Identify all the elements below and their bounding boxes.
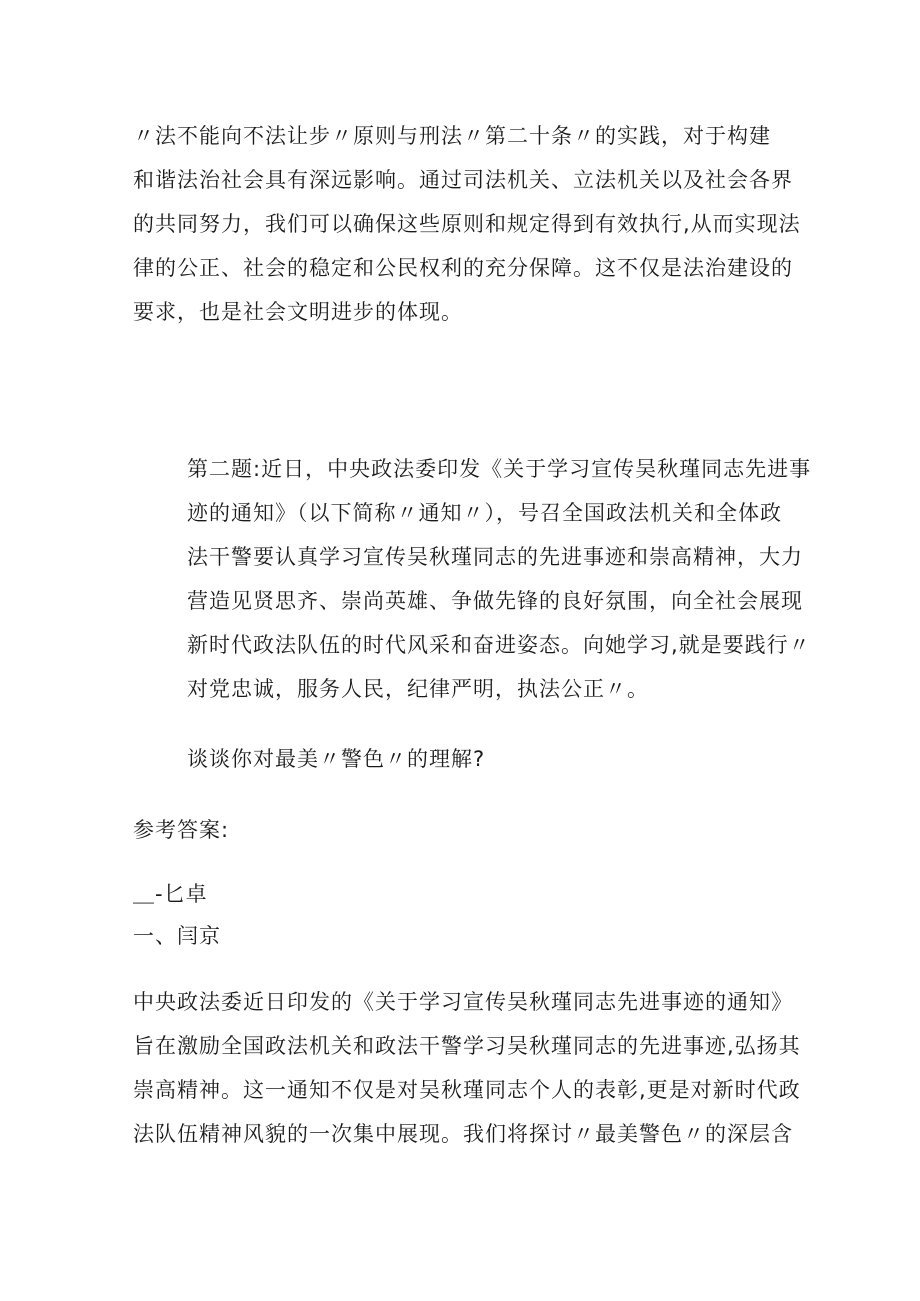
section-heading: [133, 873, 221, 957]
text-line: 法队伍精神风貌的一次集中展现。我们将探讨〃最美警色〃的深层含: [133, 1122, 793, 1146]
text-line: 的共同努力，我们可以确保这些原则和规定得到有效执行,从而实现法: [133, 212, 801, 236]
text-line: 律的公正、社会的稳定和公民权利的充分保障。这不仅是法治建设的: [133, 256, 793, 280]
text-line: 迹的通知》（以下简称〃通知〃），号召全国政法机关和全体政: [187, 501, 782, 525]
text-line: 旨在激励全国政法机关和政法干警学习吴秋瑾同志的先进事迹,弘扬其: [133, 1034, 801, 1058]
text-line: 要求，也是社会文明进步的体现。: [133, 300, 463, 324]
text-line: 法干警要认真学习宣传吴秋瑾同志的先进事迹和崇高精神，大力: [187, 545, 803, 569]
text-line: 崇高精神。这一通知不仅是对吴秋瑾同志个人的表彰,更是对新时代政: [133, 1078, 801, 1102]
text-line: 营造见贤思齐、崇尚英雄、争做先锋的良好氛围，向全社会展现: [187, 589, 803, 613]
text-line: 新时代政法队伍的时代风采和奋进姿态。向她学习,就是要践行〃: [187, 633, 811, 657]
answer-heading: [133, 808, 229, 852]
text-line: 参考答案:: [133, 818, 230, 842]
text-line: ＿-匕卓: [133, 882, 208, 906]
paragraph-question-two: [187, 447, 811, 711]
text-line: 对党忠诚，服务人民，纪律严明，执法公正〃。: [187, 677, 649, 701]
question-prompt: [187, 737, 485, 781]
text-line: 〃法不能向不法让步〃原则与刑法〃第二十条〃的实践，对于构建: [133, 124, 771, 148]
text-line: 谈谈你对最美〃警色〃的理解?: [187, 747, 486, 771]
paragraph-conclusion: [133, 114, 801, 334]
text-line: 中央政法委近日印发的《关于学习宣传吴秋瑾同志先进事迹的通知》: [133, 990, 793, 1014]
text-line: 和谐法治社会具有深远影响。通过司法机关、立法机关以及社会各界: [133, 168, 793, 192]
text-line: 第二题:近日，中央政法委印发《关于学习宣传吴秋瑾同志先进事: [187, 457, 812, 481]
text-line: 一、闫京: [133, 924, 221, 948]
paragraph-background: [133, 980, 801, 1156]
